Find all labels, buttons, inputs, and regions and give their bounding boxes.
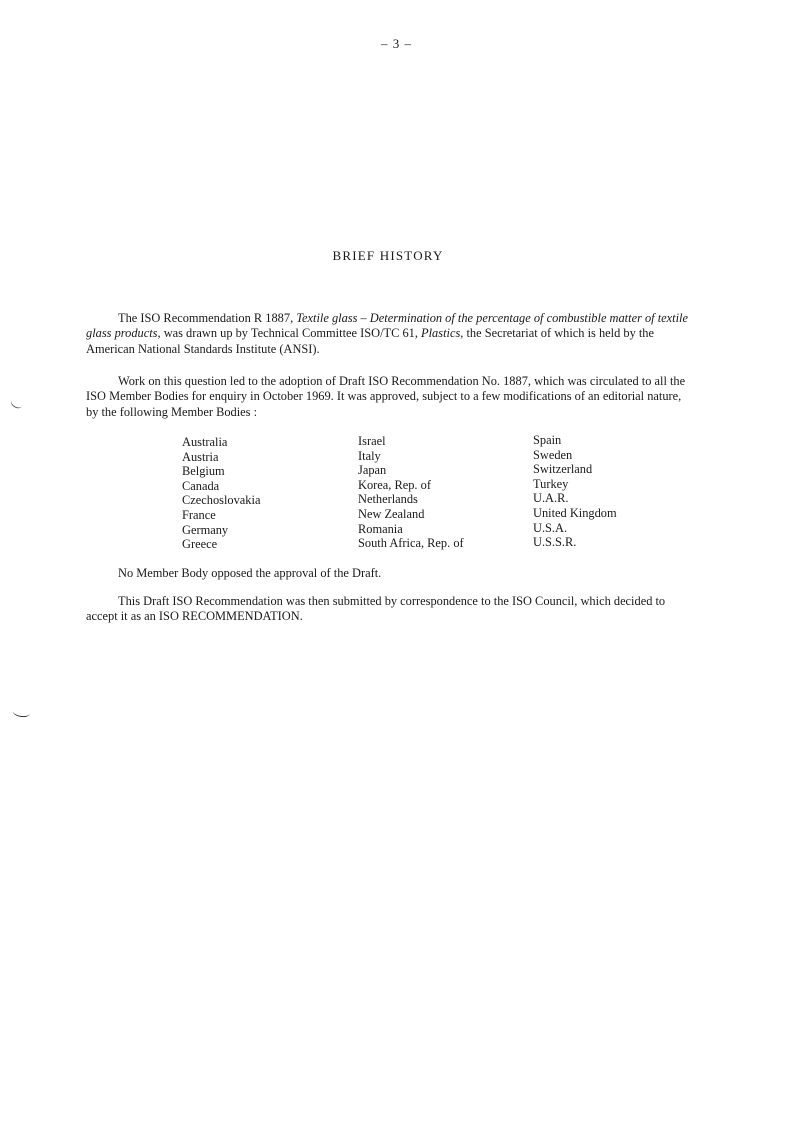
paragraph-no-opposition: No Member Body opposed the approval of the Draft. [118,566,382,580]
member-body: United Kingdom [533,505,617,520]
member-body: Italy [358,448,381,463]
member-body: Korea, Rep. of [358,477,431,492]
member-body: France [182,507,216,522]
member-bodies-column-3 [533,433,617,550]
member-body: Spain [533,433,562,447]
member-body: Romania [358,521,403,536]
scan-binding-mark [12,707,30,718]
member-body: Japan [358,463,387,478]
member-body: Sweden [533,447,573,462]
member-body: Netherlands [358,492,418,507]
member-body: Australia [182,435,228,449]
committee-name: Plastics, [421,326,464,341]
member-body: Israel [358,434,386,448]
paragraph-origin-tail: the Secretariat of which is held by the American National Standards Institute (ANSI). [86,326,655,356]
paragraph-origin-lead: The ISO Recommendation R 1887, [118,311,297,325]
recommendation-title: Textile glass – Determination of the percentage of combustible matter of textile glass products, [86,311,688,341]
member-body: Czechoslovakia [182,493,261,508]
paragraph-adoption: Work on this question led to the adoption of Draft ISO Recommendation No. 1887, which was circulated to all the ISO Member Bodies for enquiry in October 1969. It was approved, subject to a few modifications of an editorial nature, by the following Member Bodies : [86,374,686,419]
member-body: Austria [182,449,219,464]
member-bodies-column-1 [182,435,260,552]
member-body: U.S.S.R. [533,535,577,550]
member-body: Belgium [182,464,225,479]
paragraph-origin-mid: was drawn up by Technical Committee ISO/TC 61, [160,326,422,341]
paragraph-origin [86,311,696,357]
member-body: Greece [182,537,218,552]
member-body: New Zealand [358,506,425,521]
member-body: U.S.A. [533,520,568,535]
member-body: South Africa, Rep. of [358,536,464,551]
scan-binding-mark [9,396,24,410]
member-body: Turkey [533,476,569,491]
paragraph-council-acceptance: This Draft ISO Recommendation was then submitted by correspondence to the ISO Council, which decided to accept it as an ISO RECOMMENDATION. [86,594,666,624]
section-title: BRIEF HISTORY [332,248,444,263]
page-number: – 3 – [381,36,412,51]
member-body: Germany [182,522,229,537]
member-bodies-column-2 [358,434,464,551]
member-body: U.A.R. [533,491,569,506]
member-body: Switzerland [533,462,593,477]
member-body: Canada [182,478,220,493]
